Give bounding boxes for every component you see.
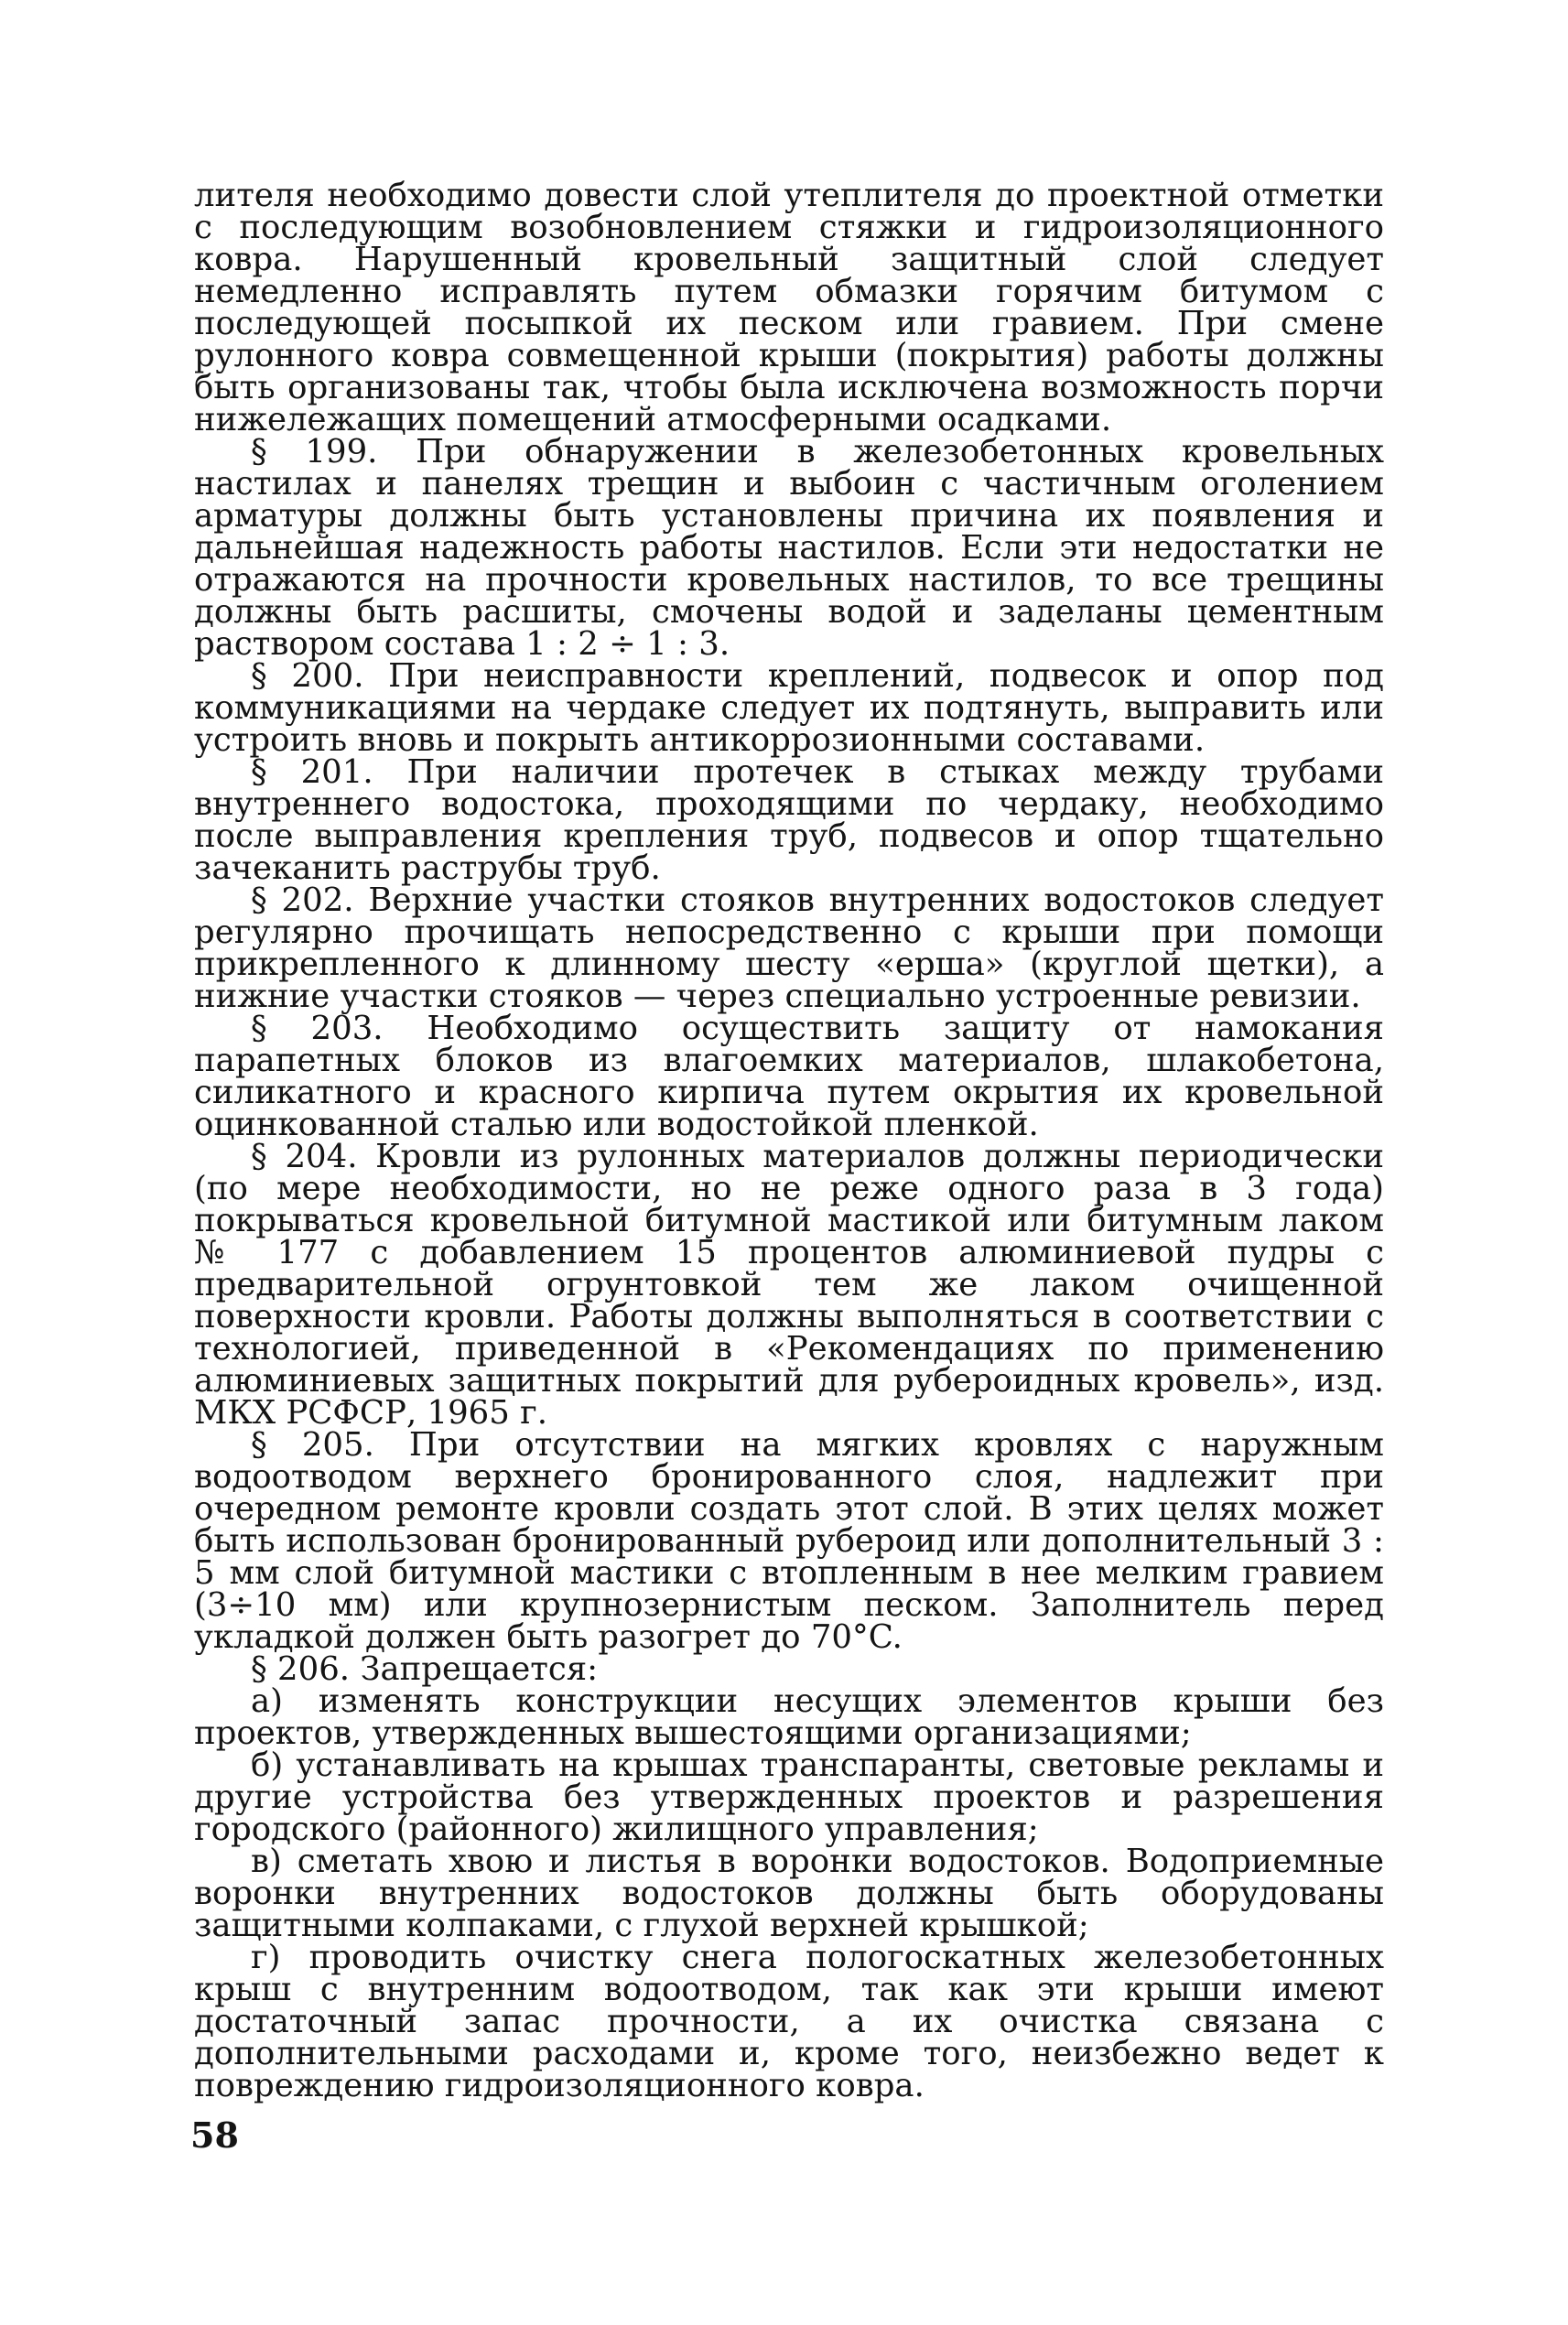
page-number: 58 bbox=[190, 2114, 239, 2156]
list-item-v: в) сметать хвою и листья в воронки водостоков. Водоприемные воронки внутренних водостоков должны быть оборудованы защитными колпаками, с глухой верхней крышкой; bbox=[194, 1843, 1384, 1944]
section-202: § 202. Верхние участки стояков внутренних водостоков следует регулярно прочищать непосредственно с крыши при помощи прикрепленного к длинному шесту «ерша» (круглой щетки), а нижние участки стояков — через специально устроенные ревизии. bbox=[194, 881, 1384, 1015]
list-item-a: а) изменять конструкции несущих элементов крыши без проектов, утвержденных вышестоящими организациями; bbox=[194, 1682, 1384, 1752]
section-204: § 204. Кровли из рулонных материалов должны периодически (по мере необходимости, но не реже одного раза в 3 года) покрываться кровельной битумной мастикой или битумным лаком № 177 с добавлением 15 процентов алюминиевой пудры с предварительной огрунтовкой тем же лаком очищенной поверхности кровли. Работы должны выполняться в соответствии с технологией, приведенной в «Рекомендациях по применению алюминиевых защитных покрытий для рубероидных кровель», изд. МКХ РСФСР, 1965 г. bbox=[194, 1138, 1384, 1432]
list-item-g: г) проводить очистку снега пологоскатных железобетонных крыш с внутренним водоотводом, так как эти крыши имеют достаточный запас прочности, а их очистка связана с дополнительными расходами и, кроме того, неизбежно ведет к повреждению гидроизоляционного ковра. bbox=[194, 1939, 1384, 2104]
section-206: § 206. Запрещается: bbox=[251, 1650, 599, 1688]
section-201: § 201. При наличии протечек в стыках между трубами внутреннего водостока, проходящими по чердаку, необходимо после выправления крепления труб, подвесов и опор тщательно зачеканить раструбы труб. bbox=[194, 753, 1384, 887]
section-199: § 199. При обнаружении в железобетонных кровельных настилах и панелях трещин и выбоин с частичным оголением арматуры должны быть установлены причина их появления и дальнейшая надежность работы настилов. Если эти недостатки не отражаются на прочности кровельных настилов, то все трещины должны быть расшиты, смочены водой и заделаны цементным раствором состава 1 : 2 ÷ 1 : 3. bbox=[194, 433, 1384, 663]
page-body bbox=[194, 179, 1384, 2102]
section-205: § 205. При отсутствии на мягких кровлях с наружным водоотводом верхнего бронированного слоя, надлежит при очередном ремонте кровли создать этот слой. В этих целях может быть использован бронированный рубероид или дополнительный 3 : 5 мм слой битумной мастики с втопленным в нее мелким гравием (3÷10 мм) или крупнозернистым песком. Заполнитель перед укладкой должен быть разогрет до 70°C. bbox=[194, 1426, 1384, 1656]
paragraph-continuation: лителя необходимо довести слой утеплителя до проектной отметки с последующим возобновлением стяжки и гидроизоляционного ковра. Нарушенный кровельный защитный слой следует немедленно исправлять путем обмазки горячим битумом с последующей посыпкой их песком или гравием. При смене рулонного ковра совмещенной крыши (покрытия) работы должны быть организованы так, чтобы была исключена возможность порчи нижележащих помещений атмосферными осадками. bbox=[194, 177, 1384, 438]
section-200: § 200. При неисправности креплений, подвесок и опор под коммуникациями на чердаке следует их подтянуть, выправить или устроить вновь и покрыть антикоррозионными составами. bbox=[194, 657, 1384, 759]
list-item-b: б) устанавливать на крышах транспаранты, световые рекламы и другие устройства без утвержденных проектов и разрешения городского (районного) жилищного управления; bbox=[194, 1746, 1384, 1848]
section-203: § 203. Необходимо осуществить защиту от намокания парапетных блоков из влагоемких материалов, шлакобетона, силикатного и красного кирпича путем окрытия их кровельной оцинкованной сталью или водостойкой пленкой. bbox=[194, 1010, 1384, 1143]
